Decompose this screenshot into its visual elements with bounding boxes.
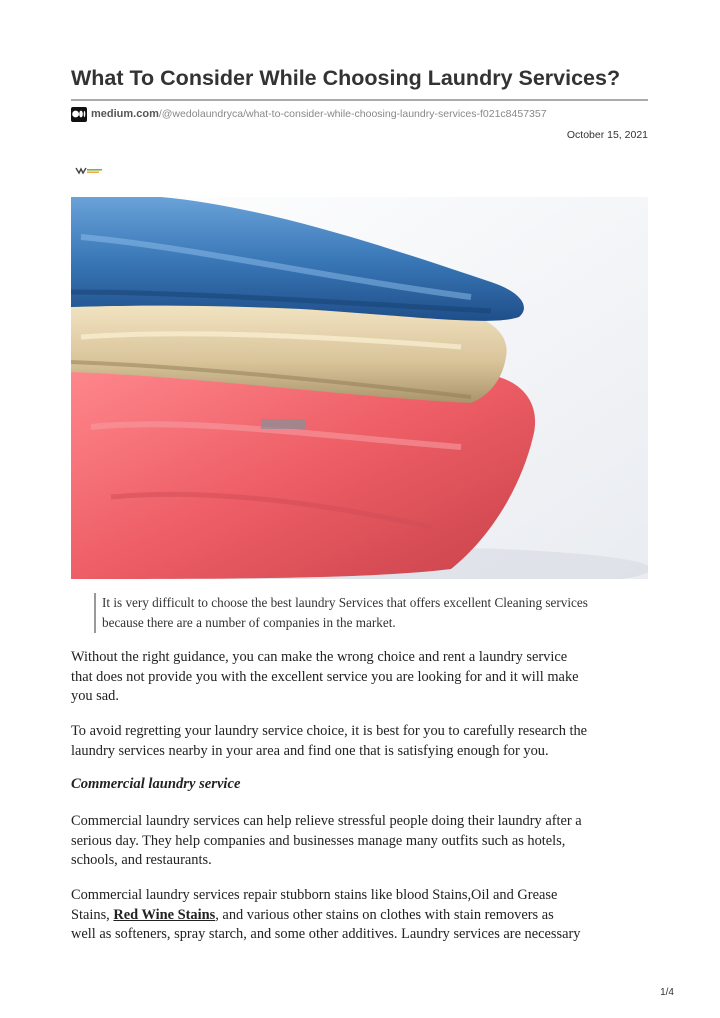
text-line: Commercial laundry services can help relieve stressful people doing their laundry after a <box>71 813 582 829</box>
text-line: laundry services nearby in your area and find one that is satisfying enough for you. <box>71 742 549 759</box>
medium-logo-icon <box>71 107 87 122</box>
text-fragment: , and various other stains on clothes with stain removers as <box>215 906 554 923</box>
title-divider <box>71 99 648 101</box>
source-line[interactable] <box>71 106 547 122</box>
page-number: 1/4 <box>660 987 674 998</box>
text-line: well as softeners, spray starch, and some other additives. Laundry services are necessary <box>71 926 581 942</box>
pull-quote <box>94 593 658 633</box>
source-path[interactable]: /@wedolaundryca/what-to-consider-while-choosing-laundry-services-f021c8457357 <box>158 108 547 120</box>
quote-line: It is very difficult to choose the best laundry Services that offers excellent Cleaning services <box>102 595 588 610</box>
paragraph-stains <box>71 886 651 945</box>
quote-line: because there are a number of companies in the market. <box>102 615 396 630</box>
paragraph-commercial <box>71 812 651 871</box>
text-line: you sad. <box>71 688 119 704</box>
publish-date: October 15, 2021 <box>566 129 648 141</box>
paragraph-guidance <box>71 648 651 707</box>
source-domain[interactable]: medium.com <box>91 108 159 120</box>
red-wine-stains-link[interactable]: Red Wine Stains <box>113 906 216 923</box>
text-line: schools, and restaurants. <box>71 852 212 868</box>
page-title: What To Consider While Choosing Laundry Services? <box>71 66 621 90</box>
section-heading: Commercial laundry service <box>71 776 241 792</box>
wedolaundry-logo <box>75 166 103 175</box>
text-line: that does not provide you with the excellent service you are looking for and it will make <box>71 668 579 685</box>
text-line: Commercial laundry services repair stubborn stains like blood Stains,Oil and Grease <box>71 887 558 903</box>
text-line: To avoid regretting your laundry service choice, it is best for you to carefully research the <box>71 723 588 739</box>
folded-clothes-image <box>71 197 648 579</box>
text-fragment: Stains, <box>71 906 114 923</box>
text-line: serious day. They help companies and businesses manage many outfits such as hotels, <box>71 832 566 849</box>
text-line: Without the right guidance, you can make the wrong choice and rent a laundry service <box>71 649 568 665</box>
paragraph-research <box>71 722 651 761</box>
